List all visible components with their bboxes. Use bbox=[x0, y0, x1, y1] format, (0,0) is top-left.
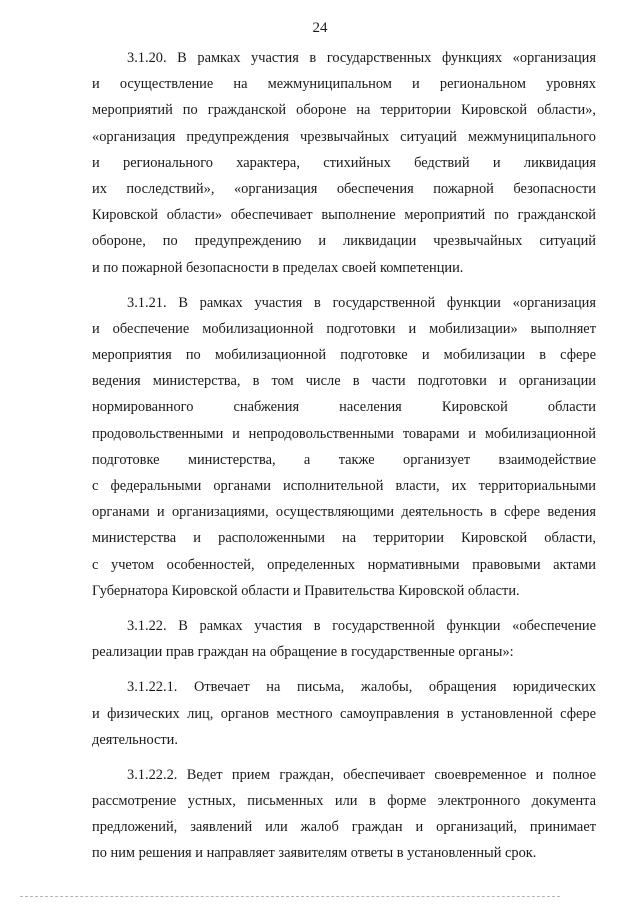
text-line: их последствий», «организация обеспечения пожарной безопасности bbox=[92, 180, 596, 197]
text-line: Губернатора Кировской области и Правительства Кировской области. bbox=[92, 582, 520, 599]
text-line: и регионального характера, стихийных бедствий и ликвидация bbox=[92, 154, 596, 171]
text-line: и обеспечение мобилизационной подготовки и мобилизации» выполняет bbox=[92, 320, 596, 337]
text-line: и физических лиц, органов местного самоуправления в установленной сфере bbox=[92, 705, 596, 722]
text-line: нормированного снабжения населения Кировской области bbox=[92, 399, 596, 416]
text-line: и по пожарной безопасности в пределах своей компетенции. bbox=[92, 259, 464, 276]
text-line: министерства и расположенными на территории Кировской области, bbox=[92, 530, 596, 547]
text-line: подготовке министерства, а также организует взаимодействие bbox=[92, 451, 596, 468]
text-line: «организация предупреждения чрезвычайных ситуаций межмуниципального bbox=[92, 128, 596, 145]
paragraph-3-1-20 bbox=[92, 45, 596, 281]
text-line: 3.1.21. В рамках участия в государственной функции «организация bbox=[127, 294, 596, 311]
text-line: ведения министерства, в том числе в части подготовки и организации bbox=[92, 373, 596, 390]
scan-edge-divider bbox=[20, 896, 560, 897]
text-line: реализации прав граждан на обращение в государственные органы»: bbox=[92, 644, 514, 661]
page-number: 24 bbox=[312, 20, 328, 36]
text-line: 3.1.22.2. Ведет прием граждан, обеспечивает своевременное и полное bbox=[127, 766, 596, 783]
paragraph-3-1-22 bbox=[92, 613, 596, 665]
text-line: рассмотрение устных, письменных или в форме электронного документа bbox=[92, 793, 596, 810]
text-line: мероприятий по гражданской обороне на территории Кировской области», bbox=[92, 102, 596, 119]
text-line: Кировской области» обеспечивает выполнение мероприятий по гражданской bbox=[92, 207, 596, 224]
paragraph-3-1-21 bbox=[92, 290, 596, 604]
text-line: органами и организациями, осуществляющими деятельность в сфере ведения bbox=[92, 504, 596, 521]
text-line: предложений, заявлений или жалоб граждан и организаций, принимает bbox=[92, 819, 596, 836]
text-line: 3.1.22.1. Отвечает на письма, жалобы, обращения юридических bbox=[127, 679, 596, 696]
text-line: с учетом особенностей, определенных нормативными правовыми актами bbox=[92, 556, 596, 573]
paragraph-3-1-22-2 bbox=[92, 762, 596, 867]
text-line: обороне, по предупреждению и ликвидации чрезвычайных ситуаций bbox=[92, 233, 596, 250]
paragraph-3-1-22-1 bbox=[92, 674, 596, 753]
text-line: 3.1.22. В рамках участия в государственной функции «обеспечение bbox=[127, 617, 596, 634]
text-line: 3.1.20. В рамках участия в государственных функциях «организация bbox=[127, 50, 596, 66]
text-line: и осуществление на межмуниципальном и региональном уровнях bbox=[92, 76, 596, 93]
text-line: по ним решения и направляет заявителям ответы в установленный срок. bbox=[92, 845, 537, 862]
text-line: продовольственными и непродовольственными товарами и мобилизационной bbox=[92, 425, 596, 442]
text-line: мероприятия по мобилизационной подготовке и мобилизации в сфере bbox=[92, 347, 596, 364]
text-line: с федеральными органами исполнительной власти, их территориальными bbox=[92, 478, 596, 494]
document-body bbox=[92, 45, 596, 876]
text-line: деятельности. bbox=[92, 731, 178, 748]
